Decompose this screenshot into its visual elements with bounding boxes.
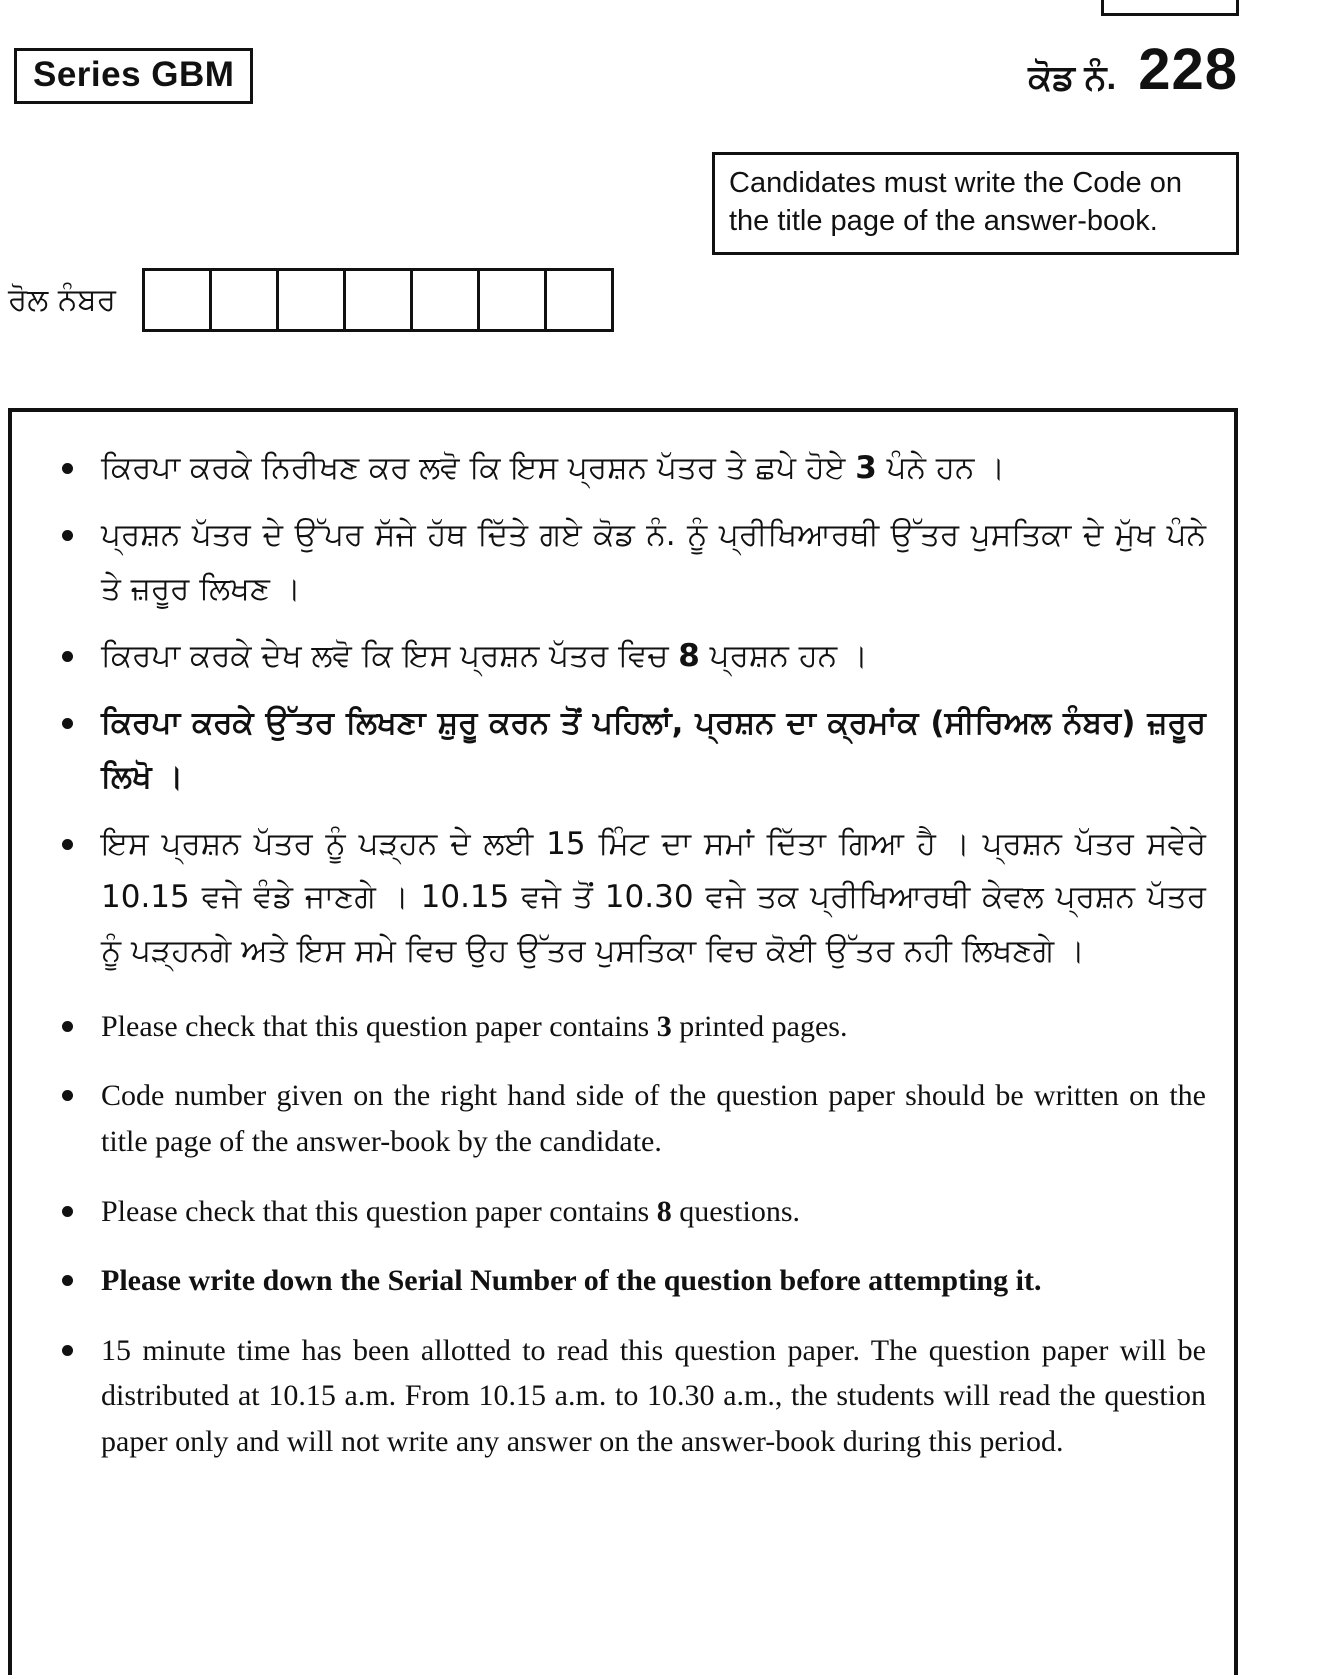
instruction-text: ਕਿਰਪਾ ਕਰਕੇ ਨਿਰੀਖਣ ਕਰ ਲਵੋ ਕਿ ਇਸ ਪ੍ਰਸ਼ਨ ਪੱਤਰ ਤੇ ਛਪੇ ਹੋਏ 3 ਪੰਨੇ ਹਨ । — [101, 450, 1006, 486]
instruction-text: Please check that this question paper contains 3 printed pages. — [101, 1009, 848, 1043]
roll-number-boxes — [142, 268, 614, 332]
instruction-item — [36, 630, 1210, 683]
instruction-item — [36, 818, 1210, 978]
code-number: 228 — [1138, 37, 1238, 102]
candidates-note-text: Candidates must write the Code on the title page of the answer-book. — [729, 167, 1182, 238]
roll-number-cell — [544, 268, 614, 332]
instruction-item — [36, 1258, 1210, 1304]
instruction-item — [36, 442, 1210, 495]
roll-number-row — [8, 268, 614, 332]
bullet-icon — [62, 839, 73, 850]
code-label: ਕੋਡ ਨੰ. — [1028, 58, 1117, 97]
roll-number-cell — [343, 268, 413, 332]
instruction-item — [36, 1004, 1210, 1050]
instruction-text: ਕਿਰਪਾ ਕਰਕੇ ਉੱਤਰ ਲਿਖਣਾ ਸ਼ੁਰੂ ਕਰਨ ਤੋਂ ਪਹਿਲਾਂ, ਪ੍ਰਸ਼ਨ ਦਾ ਕ੍ਰਮਾਂਕ (ਸੀਰਿਅਲ ਨੰਬਰ) ਜ਼ਰੂਰ ਲਿਖੋ । — [101, 705, 1206, 795]
candidates-note-box — [712, 152, 1239, 255]
code-number-block — [1028, 36, 1238, 103]
bullet-icon — [62, 1090, 73, 1101]
roll-number-cell — [142, 268, 212, 332]
instruction-item — [36, 1073, 1210, 1164]
series-label — [14, 48, 253, 104]
instructions-box — [8, 408, 1238, 1675]
bullet-icon — [62, 1021, 73, 1032]
instruction-item — [36, 509, 1210, 616]
instruction-text: ਕਿਰਪਾ ਕਰਕੇ ਦੇਖ ਲਵੋ ਕਿ ਇਸ ਪ੍ਰਸ਼ਨ ਪੱਤਰ ਵਿਚ 8 ਪ੍ਰਸ਼ਨ ਹਨ । — [101, 637, 868, 674]
roll-number-label: ਰੋਲ ਨੰਬਰ — [8, 281, 116, 318]
instruction-text: ਇਸ ਪ੍ਰਸ਼ਨ ਪੱਤਰ ਨੂੰ ਪੜ੍ਹਨ ਦੇ ਲਈ 15 ਮਿੰਟ ਦਾ ਸਮਾਂ ਦਿੱਤਾ ਗਿਆ ਹੈ । ਪ੍ਰਸ਼ਨ ਪੱਤਰ ਸਵੇਰੇ 10.15 ਵਜੇ ਵੰਡੇ ਜਾਣਗੇ । 10.15 ਵਜੇ ਤੋਂ 10.30 ਵਜੇ ਤਕ ਪ੍ਰੀਖਿਆਰਥੀ ਕੇਵਲ ਪ੍ਰਸ਼ਨ ਪੱਤਰ ਨੂੰ ਪੜ੍ਹਨਗੇ ਅਤੇ ਇਸ ਸਮੇ ਵਿਚ ਉਹ ਉੱਤਰ ਪੁਸਤਿਕਾ ਵਿਚ ਕੋਈ ਉੱਤਰ ਨਹੀ ਲਿਖਣਗੇ । — [101, 825, 1206, 969]
instruction-text: 15 minute time has been allotted to read this question paper. The question paper will be distributed at 10.15 a.m. From 10.15 a.m. to 10.30 a.m., the students will read the question paper only and will not write any answer on the answer-book during this period. — [101, 1333, 1206, 1458]
bullet-icon — [62, 651, 73, 662]
roll-number-cell — [410, 268, 480, 332]
bullet-icon — [62, 1275, 73, 1286]
instruction-item — [36, 1189, 1210, 1235]
instruction-text: Please write down the Serial Number of the question before attempting it. — [101, 1264, 1042, 1298]
instruction-item — [36, 697, 1210, 804]
roll-number-cell — [276, 268, 346, 332]
roll-number-cell — [477, 268, 547, 332]
instruction-item — [36, 1328, 1210, 1465]
bullet-icon — [62, 1345, 73, 1356]
roll-number-cell — [209, 268, 279, 332]
bullet-icon — [62, 463, 73, 474]
cutoff-corner-box — [1101, 0, 1239, 16]
bullet-icon — [62, 718, 73, 729]
series-text: Series GBM — [33, 55, 235, 94]
instruction-text: Please check that this question paper contains 8 questions. — [101, 1194, 801, 1228]
bullet-icon — [62, 1206, 73, 1217]
english-instructions — [36, 1004, 1210, 1465]
punjabi-instructions — [36, 442, 1210, 978]
instruction-text: Code number given on the right hand side of the question paper should be written on the title page of the answer-book by the candidate. — [101, 1079, 1206, 1158]
bullet-icon — [62, 530, 73, 541]
instruction-text: ਪ੍ਰਸ਼ਨ ਪੱਤਰ ਦੇ ਉੱਪਰ ਸੱਜੇ ਹੱਥ ਦਿੱਤੇ ਗਏ ਕੋਡ ਨੰ. ਨੂੰ ਪ੍ਰੀਖਿਆਰਥੀ ਉੱਤਰ ਪੁਸਤਿਕਾ ਦੇ ਮੁੱਖ ਪੰਨੇ ਤੇ ਜ਼ਰੂਰ ਲਿਖਣ । — [101, 517, 1206, 607]
